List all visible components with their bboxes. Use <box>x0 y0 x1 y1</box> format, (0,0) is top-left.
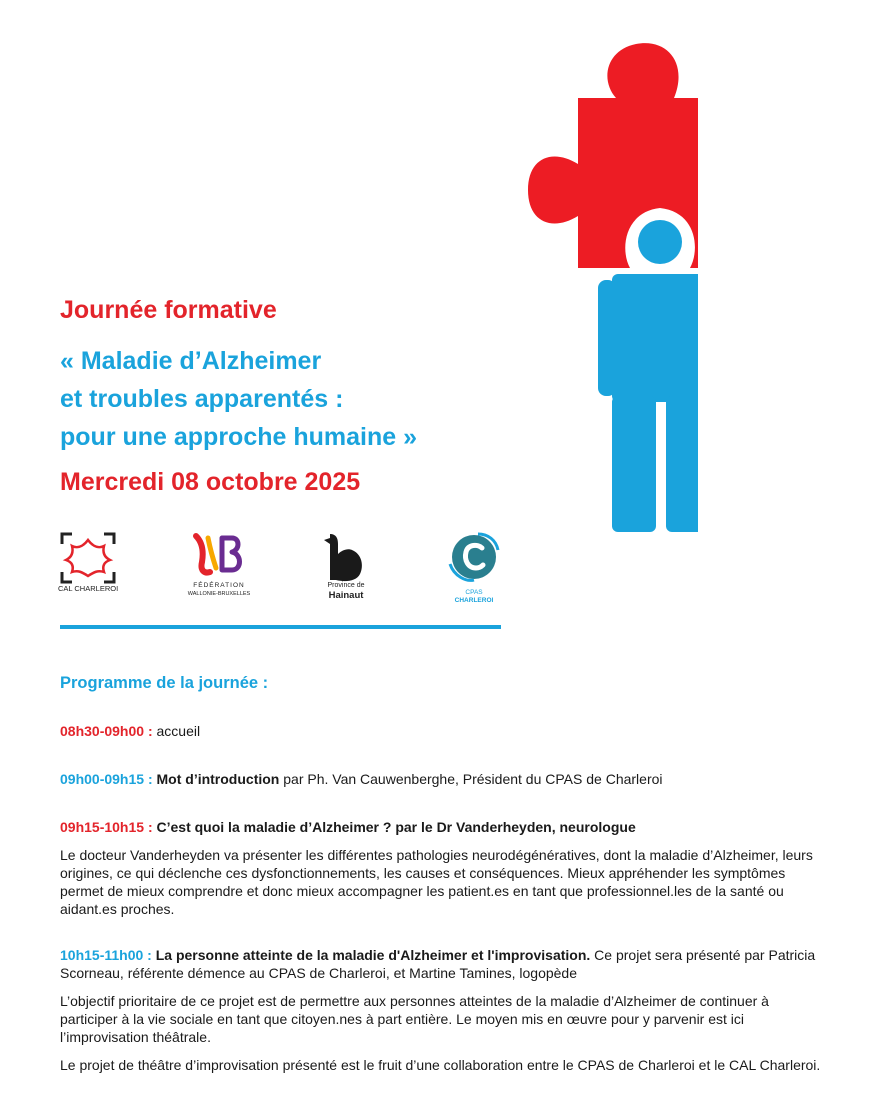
event-title-line: « Maladie d’Alzheimer <box>60 347 322 375</box>
logo-cpas-charleroi <box>446 532 502 608</box>
puzzle-person-illustration <box>498 0 698 540</box>
hainaut-logo-text-1: Province de <box>327 582 365 589</box>
program-slot <box>60 946 830 982</box>
event-title-line: et troubles apparentés : <box>60 385 344 413</box>
slot-title: C’est quoi la maladie d’Alzheimer ? par le Dr Vanderheyden, neurologue <box>156 819 636 835</box>
hainaut-logo-icon <box>322 532 370 582</box>
section-divider <box>60 625 501 629</box>
logo-cal-charleroi <box>58 532 119 593</box>
slot-description: Le projet de théâtre d’improvisation présenté est le fruit d’une collaboration entre le CPAS de Charleroi et le CAL Charleroi. <box>60 1057 821 1073</box>
slot-text: Ce projet sera présenté par Patricia Scorneau, référente démence au CPAS de Charleroi, et Martine Tamines, logopède <box>60 947 816 981</box>
logo-fwb <box>186 532 252 602</box>
fwb-logo-icon <box>186 532 252 576</box>
program-slot <box>60 770 820 788</box>
logo-province-hainaut <box>322 532 370 602</box>
slot-time: 09h00-09h15 : <box>60 771 153 787</box>
slot-description: Le docteur Vanderheyden va présenter les différentes pathologies neurodégénératives, dont la maladie d’Alzheimer, leurs origines, ce qui déclenche ces dysfonctionnements, les causes et conséquences. Mieux appréhender les symptômes permet de mieux comprendre et donc mieux accompagner les patient.es en tant que professionnel.les de la santé ou aidant.es proches. <box>60 847 813 917</box>
hainaut-logo-text-2: Hainaut <box>328 590 364 601</box>
event-date: Mercredi 08 octobre 2025 <box>60 468 361 496</box>
slot-description: L’objectif prioritaire de ce projet est de permettre aux personnes atteintes de la maladie d’Alzheimer de continuer à participer à la vie sociale en tant que citoyen.nes à part entière. Le moyen mis en œuvre pour y parvenir est ici l’improvisation théâtrale. <box>60 993 769 1045</box>
cal-logo-icon <box>60 532 116 584</box>
event-title-line: pour une approche humaine » <box>60 423 417 451</box>
fwb-logo-text-2: WALLONIE-BRUXELLES <box>187 591 251 597</box>
cpas-logo-icon <box>446 532 502 582</box>
cpas-logo-text-1: CPAS <box>465 589 483 596</box>
program-heading: Programme de la journée : <box>60 674 269 692</box>
slot-title: Mot d’introduction <box>156 771 280 787</box>
slot-time: 08h30-09h00 : <box>60 723 153 739</box>
slot-text: accueil <box>156 723 201 739</box>
slot-text: par Ph. Van Cauwenberghe, Président du CPAS de Charleroi <box>283 771 663 787</box>
slot-title: La personne atteinte de la maladie d'Alzheimer et l'improvisation. <box>155 947 591 963</box>
event-type: Journée formative <box>60 296 277 324</box>
partner-logos <box>60 532 504 604</box>
cpas-logo-text-2: CHARLEROI <box>454 597 494 604</box>
fwb-logo-text-1: FÉDÉRATION <box>193 582 245 589</box>
cal-logo-text: CAL CHARLEROI <box>58 584 119 593</box>
program-slot <box>60 722 820 740</box>
slot-time: 09h15-10h15 : <box>60 819 153 835</box>
program-slot <box>60 818 820 836</box>
event-title <box>60 342 417 456</box>
slot-time: 10h15-11h00 : <box>60 947 152 963</box>
